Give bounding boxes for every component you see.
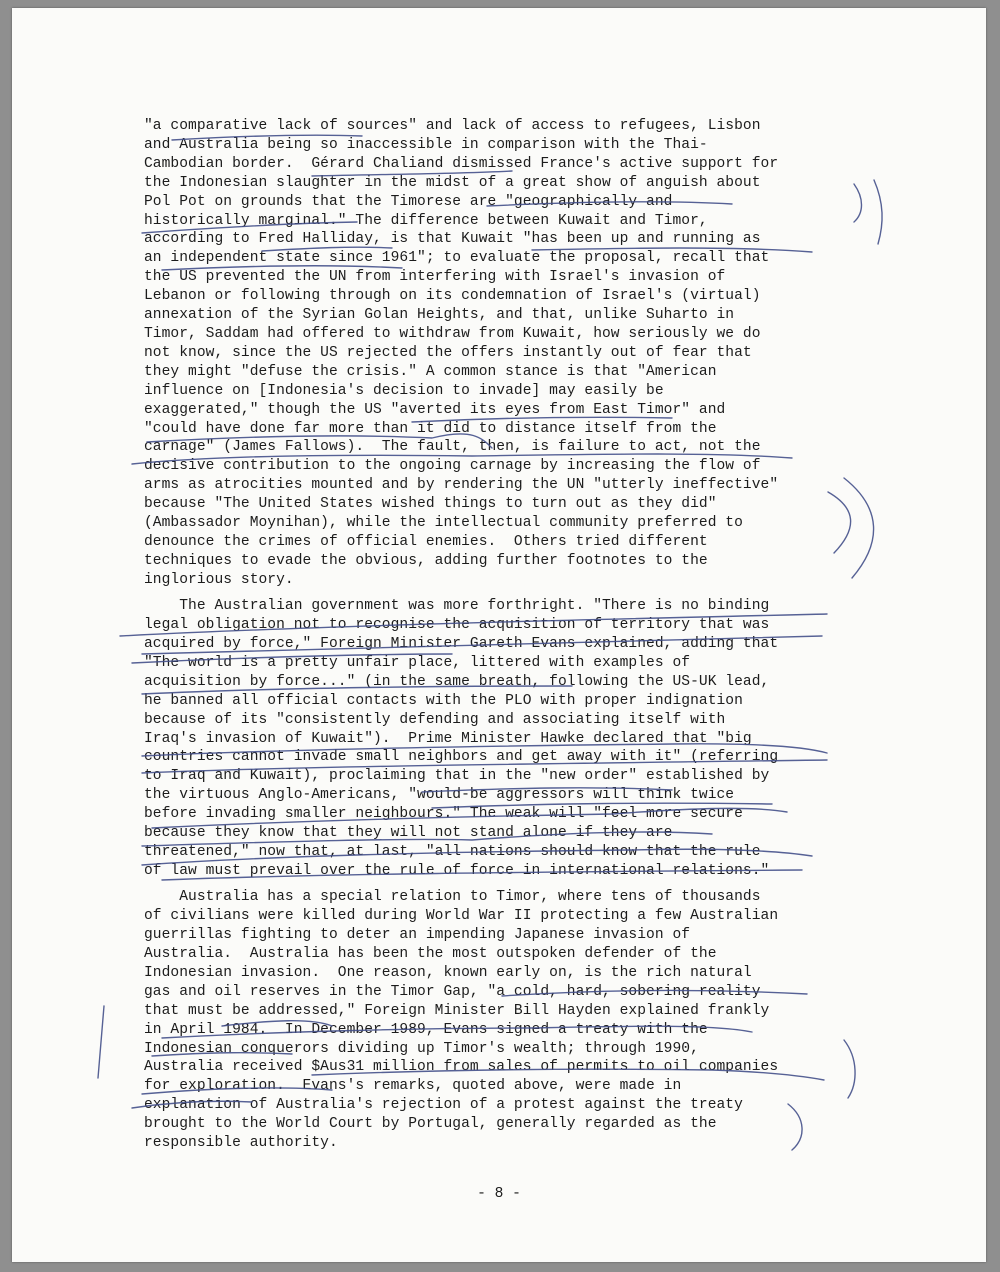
margin-bracket	[854, 184, 862, 222]
underline-mark	[132, 454, 792, 464]
underline-mark	[142, 849, 812, 865]
underline-mark	[422, 788, 672, 792]
underline-mark	[162, 870, 802, 880]
underline-mark	[132, 1101, 252, 1108]
underline-mark	[142, 832, 712, 846]
underline-mark	[152, 808, 787, 828]
underline-mark	[487, 202, 732, 206]
margin-bracket	[828, 492, 851, 553]
underline-mark	[502, 990, 807, 996]
underline-mark	[222, 1021, 332, 1026]
underline-mark	[142, 686, 572, 694]
page-number: - 8 -	[477, 1186, 521, 1202]
underline-mark	[132, 654, 452, 663]
underline-mark	[412, 417, 672, 422]
margin-bracket	[788, 1104, 802, 1150]
paragraph-3: Australia has a special relation to Timor, where tens of thousands of civilians were killed during World War II protecting a few Australian guerrillas fighting to deter an impending Japanese invasion of Australia. Australia has been the most outspoken defender of the Indonesian invasion. One reason, known early on, is the rich natural gas and oil reserves in the Timor Gap, "a cold, hard, sobering reality that must be addressed," Foreign Minister Bill Hayden explained frankly in April 1984. In December 1989, Evans signed a treaty with the Indonesian conquerors dividing up Timor's wealth; through 1990, Australia received $Aus31 million from sales of permits to oil companies for exploration. Evans's remarks, quoted above, were made in explanation of Australia's rejection of a protest against the treaty brought to the World Court by Portugal, generally regarded as the responsible authority.	[144, 889, 779, 1152]
underline-mark	[432, 803, 772, 808]
document-page	[12, 8, 986, 1262]
underline-mark	[532, 248, 812, 252]
paragraph-1: "a comparative lack of sources" and lack of access to refugees, Lisbon and Australia being so inaccessible in comparison with the Thai- Cambodian border. Gérard Chaliand dismissed France's active support for the Indonesian slaughter in the midst of a great show of anguish about Pol Pot on grounds that the Timorese are "geographically and historically marginal." The difference between Kuwait and Timor, according to Fred Halliday, is that Kuwait "has been up and running as an independent state since 1961"; to evaluate the proposal, recall that the US prevented the UN from interfering with Israel's invasion of Lebanon or following through on its condemnation of Israel's (virtual) annexation of the Syrian Golan Heights, and that, unlike Suharto in Timor, Saddam had offered to withdraw from Kuwait, how seriously we do not know, since the US rejected the offers instantly out of fear that they might "defuse the crisis." A common stance is that "American influence on [Indonesia's decision to invade] may easily be exaggerated," though the US "averted its eyes from East Timor" and "could have done far more than it did to distance itself from the carnage" (James Fallows). The fault, then, is failure to act, not the decisive contribution to the ongoing carnage by increasing the flow of arms as atrocities mounted and by rendering the UN "utterly ineffective" because "The United States wished things to turn out as they did" (Ambassador Moynihan), while the intellectual community preferred to denounce the crimes of official enemies. Others tried different techniques to evade the obvious, adding further footnotes to the inglorious story.	[144, 118, 779, 588]
underline-mark	[142, 744, 827, 756]
underline-mark	[142, 1088, 332, 1094]
underline-mark	[142, 222, 357, 233]
margin-stroke	[98, 1006, 104, 1078]
margin-bracket	[844, 1040, 855, 1098]
margin-bracket	[874, 180, 882, 244]
underline-mark	[152, 1053, 292, 1056]
handwritten-annotations	[12, 8, 986, 1262]
paragraph-2: The Australian government was more forthright. "There is no binding legal obligation not to recognise the acquisition of territory that was acquired by force," Foreign Minister Gareth Evans explained, adding that "The world is a pretty unfair place, littered with examples of acquisition by force..." (in the same breath, following the US-UK lead, he banned all official contacts with the PLO with proper indignation because of its "consistently defending and associating itself with Iraq's invasion of Kuwait"). Prime Minister Hawke declared that "big countries cannot invade small neighbors and get away with it" (referring to Iraq and Kuwait), proclaiming that in the "new order" established by the virtuous Anglo-Americans, "would-be aggressors will think twice before invading smaller neighbours." The weak will "feel more secure because they know that they will not stand alone if they are threatened," now that, at last, "all nations should know that the rule of law must prevail over the rule of force in international relations."	[144, 598, 779, 879]
underline-mark	[147, 434, 492, 448]
underline-mark	[312, 171, 512, 176]
underline-mark	[142, 636, 822, 654]
underline-mark	[142, 760, 827, 773]
margin-bracket	[844, 478, 874, 578]
underline-mark	[312, 1069, 824, 1080]
underline-mark	[162, 1026, 752, 1038]
underline-mark	[162, 266, 402, 270]
underline-mark	[262, 247, 392, 251]
underline-mark	[120, 614, 827, 636]
underline-mark	[172, 135, 362, 140]
